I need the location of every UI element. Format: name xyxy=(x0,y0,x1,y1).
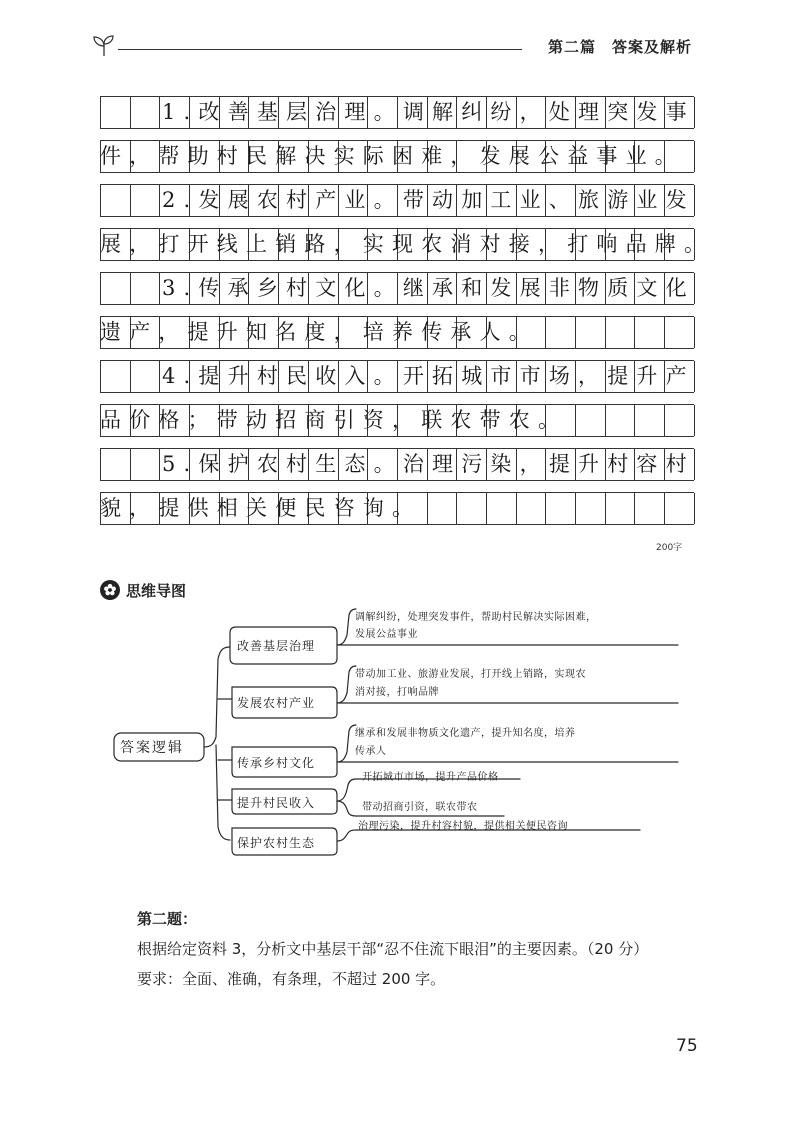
mindmap-branch-2: 发展农村产业 xyxy=(237,696,316,710)
bracket-3 xyxy=(337,725,356,762)
page-number: 75 xyxy=(676,1036,698,1056)
handwritten-line: 件，帮助村民解决实际困难，发展公益事业。 xyxy=(100,144,684,168)
handwritten-line: 貌，提供相关便民咨询。 xyxy=(100,496,422,520)
bracket-2 xyxy=(337,666,356,703)
bracket-1 xyxy=(337,609,356,645)
handwritten-line: 遗产，提升知名度，培养传承人。 xyxy=(100,320,538,344)
grid-row xyxy=(100,140,695,173)
sprout-icon xyxy=(90,33,118,57)
question-block xyxy=(137,904,717,994)
mindmap-detail-5a: 治理污染，提升村容村貌，提供相关便民咨询 xyxy=(358,821,568,832)
mindmap xyxy=(100,605,700,865)
mindmap-branch-4: 提升村民收入 xyxy=(237,796,316,810)
grid-row xyxy=(100,448,695,481)
flower-badge-icon xyxy=(100,580,120,600)
mindmap-section-heading xyxy=(100,578,186,602)
handwritten-line: 1.改善基层治理。调解纠纷，处理突发事 xyxy=(162,100,695,124)
mindmap-detail-1b: 发展公益事业 xyxy=(355,629,418,640)
mindmap-detail-4a: 开拓城市市场，提升产品价格 xyxy=(362,772,499,783)
question-requirement: 要求：全面、准确，有条理，不超过 200 字。 xyxy=(137,970,446,988)
grid-row xyxy=(100,96,695,129)
grid-row xyxy=(100,404,695,437)
grid-row xyxy=(100,492,695,525)
mindmap-detail-4b: 带动招商引资，联农带农 xyxy=(362,802,478,813)
grid-row xyxy=(100,316,695,349)
grid-row xyxy=(100,184,695,217)
handwritten-line: 展，打开线上销路，实现农消对接，打响品牌。 xyxy=(100,232,714,256)
brace-lower xyxy=(216,745,230,840)
grid-row xyxy=(100,228,714,261)
question-title: 第二题： xyxy=(137,910,198,928)
mindmap-detail-2a: 带动加工业、旅游业发展，打开线上销路，实现农 xyxy=(355,669,586,680)
question-prompt: 根据给定资料 3，分析文中基层干部“忍不住流下眼泪”的主要因素。（20 分） xyxy=(137,940,649,958)
mindmap-branch-1: 改善基层治理 xyxy=(237,639,316,653)
page-header xyxy=(90,33,700,59)
answer-grid xyxy=(100,96,714,536)
mindmap-section-title: 思维导图 xyxy=(126,581,187,600)
handwritten-line: 2.发展农村产业。带动加工业、旅游业发 xyxy=(162,188,695,212)
mindmap-branch-3: 传承乡村文化 xyxy=(237,756,316,770)
mindmap-detail-1a: 调解纠纷，处理突发事件，帮助村民解决实际困难， xyxy=(355,612,597,623)
brace-ticks xyxy=(218,699,232,800)
mindmap-detail-3a: 继承和发展非物质文化遗产，提升知名度，培养 xyxy=(355,728,576,739)
handwritten-line: 5.保护农村生态。治理污染，提升村容村 xyxy=(162,452,695,476)
handwritten-line: 4.提升村民收入。开拓城市市场，提升产 xyxy=(162,364,695,388)
handwritten-line: 品价格；带动招商引资，联农带农。 xyxy=(100,408,568,432)
header-rule xyxy=(118,49,522,50)
mindmap-detail-2b: 消对接，打响品牌 xyxy=(355,687,439,698)
mindmap-branch-5: 保护农村生态 xyxy=(237,836,316,850)
handwritten-line: 3.传承乡村文化。继承和发展非物质文化 xyxy=(162,276,695,300)
grid-row xyxy=(100,360,695,393)
word-count-label: 200字 xyxy=(656,543,683,553)
grid-row xyxy=(100,272,695,305)
brace-upper xyxy=(204,647,230,747)
mindmap-root: 答案逻辑 xyxy=(120,740,184,756)
header-title: 第二篇 答案及解析 xyxy=(547,38,692,56)
mindmap-detail-3b: 传承人 xyxy=(355,746,387,757)
